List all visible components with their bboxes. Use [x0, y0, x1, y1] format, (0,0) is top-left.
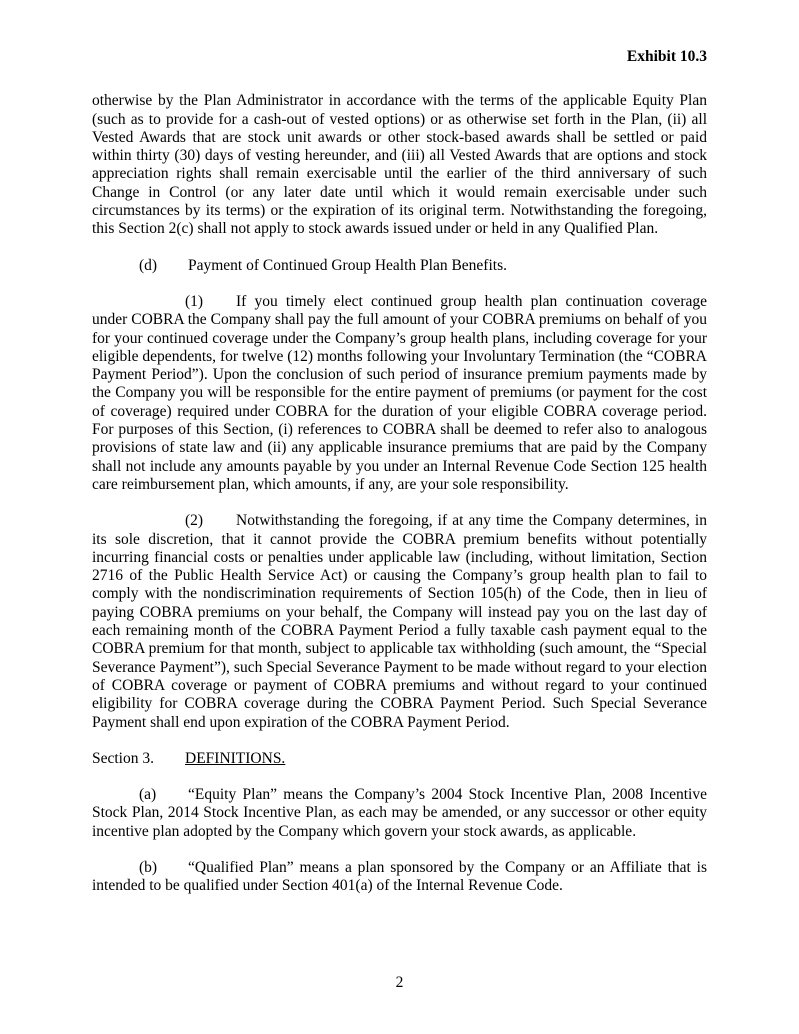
paragraph-text: Payment of Continued Group Health Plan Benefits.	[188, 256, 507, 274]
exhibit-label: Exhibit 10.3	[626, 48, 707, 65]
tab-spacer	[92, 524, 185, 525]
paragraph-text: If you timely elect continued group health plan continuation coverage under COBRA the Company shall pay the full amount of your COBRA premiums on behalf of you for your continued coverage under the Company’s group health plans, including coverage for your eligible dependents, for twelve (12) months following your Involuntary Termination (the “COBRA Payment Period”). Upon the conclusion of such period of insurance premium payments made by the Company you will be responsible for the entire payment of premiums (or payment for the cost of coverage) required under COBRA for the duration of your eligible COBRA coverage period. For purposes of this Section, (i) references to COBRA shall be deemed to refer also to analogous provisions of state law and (ii) any applicable insurance premiums that are paid by the Company shall not include any amounts payable by you under an Internal Revenue Code Section 125 health care reimbursement plan, which amounts, if any, are your sole responsibility.	[92, 292, 707, 493]
paragraph-label: (d)	[139, 256, 158, 274]
paragraph-d-heading	[92, 257, 707, 275]
paragraph-definition-b	[92, 859, 707, 896]
paragraph-definition-a	[92, 786, 707, 841]
tab-spacer	[92, 269, 139, 270]
paragraph-text: Notwithstanding the foregoing, if at any time the Company determines, in its sole discretion, that it cannot provide the COBRA premium benefits without potentially incurring financial costs or penalties under applicable law (including, without limitation, Section 2716 of the Public Health Service Act) or causing the Company’s group health plan to fail to comply with the nondiscrimination requirements of Section 105(h) of the Code, then in lieu of paying COBRA premiums on your behalf, the Company will instead pay you on the last day of each remaining month of the COBRA Payment Period a fully taxable cash payment equal to the COBRA premium for that month, subject to applicable tax withholding (such amount, the “Special Severance Payment”), such Special Severance Payment to be made without regard to your election of COBRA coverage or payment of COBRA premiums and without regard to your continued eligibility for COBRA coverage during the COBRA Payment Period. Such Special Severance Payment shall end upon expiration of the COBRA Payment Period.	[92, 512, 707, 731]
tab-spacer	[92, 798, 139, 799]
paragraph-label: (2)	[185, 512, 204, 530]
paragraph-label: (b)	[139, 858, 158, 876]
section-title: DEFINITIONS.	[185, 749, 286, 767]
section-label: Section 3.	[92, 749, 154, 767]
page-number: 2	[395, 973, 404, 991]
paragraph-text: “Equity Plan” means the Company’s 2004 Stock Incentive Plan, 2008 Incentive Stock Plan, 2014 Stock Incentive Plan, as each may be amended, or any successor or other equity incentive plan adopted by the Company which govern your stock awards, as applicable.	[92, 786, 707, 840]
tab-spacer	[92, 305, 185, 306]
section-3-heading	[92, 750, 707, 768]
paragraph-label: (1)	[185, 292, 204, 310]
body-paragraph-continuation	[92, 92, 707, 238]
paragraph-text: “Qualified Plan” means a plan sponsored by the Company or an Affiliate that is intended to be qualified under Section 401(a) of the Internal Revenue Code.	[92, 858, 707, 895]
paragraph-label: (a)	[139, 786, 157, 804]
paragraph-d-2	[92, 512, 707, 732]
paragraph-d-1	[92, 293, 707, 494]
paragraph-text: otherwise by the Plan Administrator in accordance with the terms of the applicable Equity Plan (such as to provide for a cash-out of vested options) or as otherwise set forth in the Plan, (ii) all Vested Awards that are stock unit awards or other stock-based awards shall be settled or paid within thirty (30) days of vesting hereunder, and (iii) all Vested Awards that are options and stock appreciation rights shall remain exercisable until the earlier of the third anniversary of such Change in Control (or any later date until which it would remain exercisable under such circumstances by its terms) or the expiration of its original term. Notwithstanding the foregoing, this Section 2(c) shall not apply to stock awards issued under or held in any Qualified Plan.	[92, 92, 707, 238]
tab-spacer	[92, 871, 139, 872]
